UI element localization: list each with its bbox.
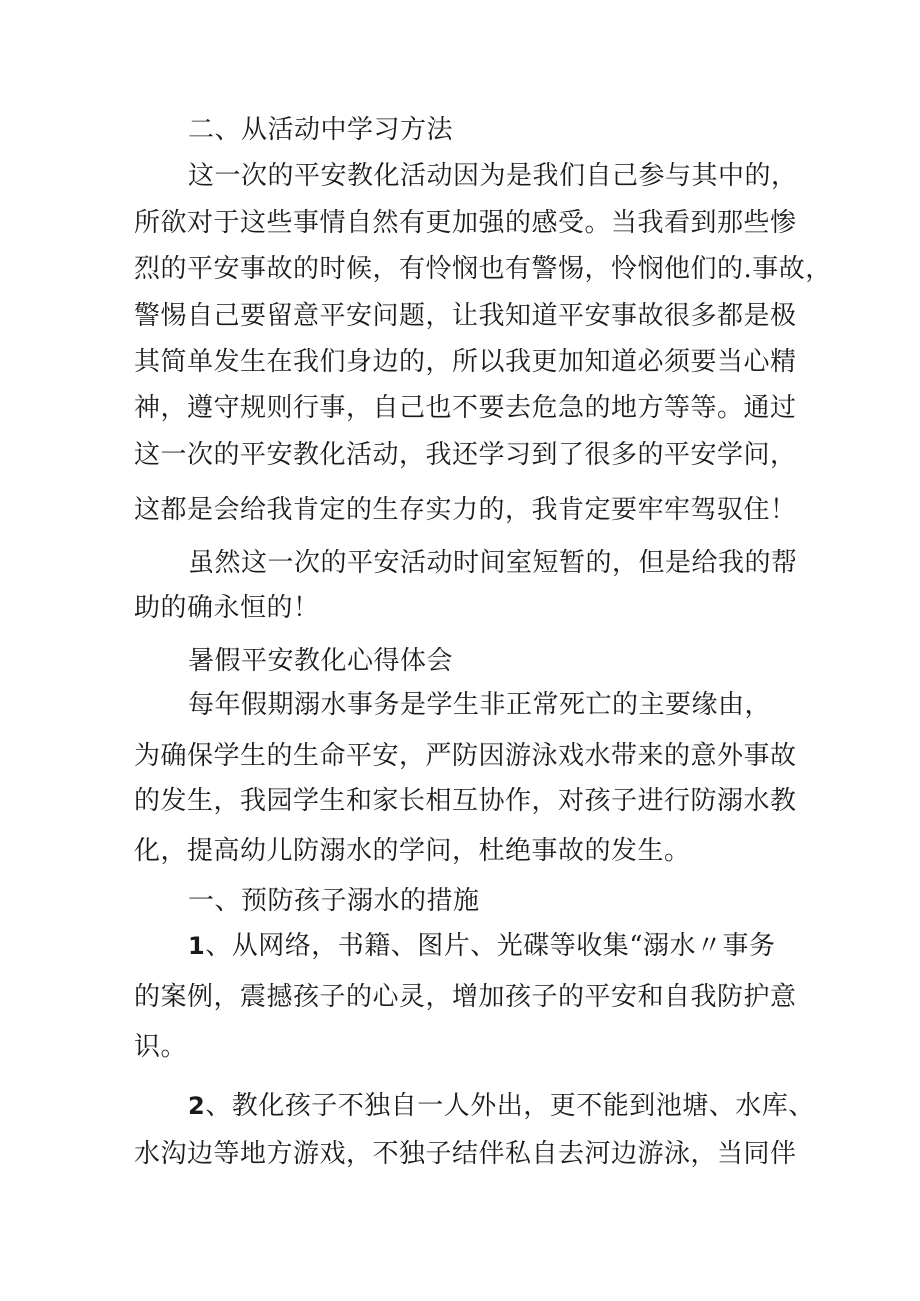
numbered-item bbox=[188, 1089, 920, 1123]
paragraph-line: 助的确永恒的！ bbox=[134, 593, 320, 623]
item-text: 从网络，书籍、图片、光碟等收集“溺水〃事务 bbox=[231, 931, 776, 961]
section-heading: 二、从活动中学习方法 bbox=[188, 115, 454, 145]
paragraph-line: 这都是会给我肯定的生存实力的，我肯定要牢牢驾驭住！ bbox=[134, 495, 797, 525]
item-separator: 、 bbox=[205, 931, 232, 961]
item-text: 教化孩子不独自一人外出，更不能到池塘、水库、 bbox=[231, 1091, 815, 1121]
paragraph-line: 每年假期溺水事务是学生非正常死亡的主要缘由， bbox=[188, 690, 772, 720]
section-heading: 一、预防孩子溺水的措施 bbox=[188, 886, 480, 916]
paragraph-line: 所欲对于这些事情自然有更加强的感受。当我看到那些惨 bbox=[134, 208, 797, 238]
subtitle: 暑假平安教化心得体会 bbox=[188, 646, 454, 676]
item-number: 1 bbox=[188, 932, 206, 960]
paragraph-line: 的案例，震撼孩子的心灵，增加孩子的平安和自我防护意 bbox=[134, 982, 797, 1012]
paragraph-line: 识。 bbox=[134, 1032, 188, 1062]
paragraph-line: 这一次的平安教化活动因为是我们自己参与其中的， bbox=[188, 161, 798, 191]
paragraph-line: 虽然这一次的平安活动时间室短暂的，但是给我的帮 bbox=[188, 548, 798, 578]
paragraph-line: 为确保学生的生命平安，严防因游泳戏水带来的意外事故 bbox=[134, 741, 797, 771]
item-number: 2 bbox=[188, 1092, 206, 1120]
paragraph-line: 神，遵守规则行事，自己也不要去危急的地方等等。通过 bbox=[134, 393, 797, 423]
paragraph-line: 烈的平安事故的时候，有怜悯也有警惕，怜悯他们的.事故， bbox=[134, 254, 832, 284]
paragraph-line: 这一次的平安教化活动，我还学习到了很多的平安学问， bbox=[134, 440, 797, 470]
paragraph-line: 警惕自己要留意平安问题，让我知道平安事故很多都是极 bbox=[134, 301, 797, 331]
paragraph-line: 水沟边等地方游戏，不独子结伴私自去河边游泳，当同伴 bbox=[134, 1139, 797, 1169]
numbered-item bbox=[188, 929, 920, 963]
paragraph-line: 其简单发生在我们身边的，所以我更加知道必须要当心精 bbox=[134, 347, 797, 377]
paragraph-line: 化，提高幼儿防溺水的学问，杜绝事故的发生。 bbox=[134, 836, 691, 866]
item-separator: 、 bbox=[205, 1091, 232, 1121]
paragraph-line: 的发生，我园学生和家长相互协作，对孩子进行防溺水教 bbox=[134, 786, 797, 816]
